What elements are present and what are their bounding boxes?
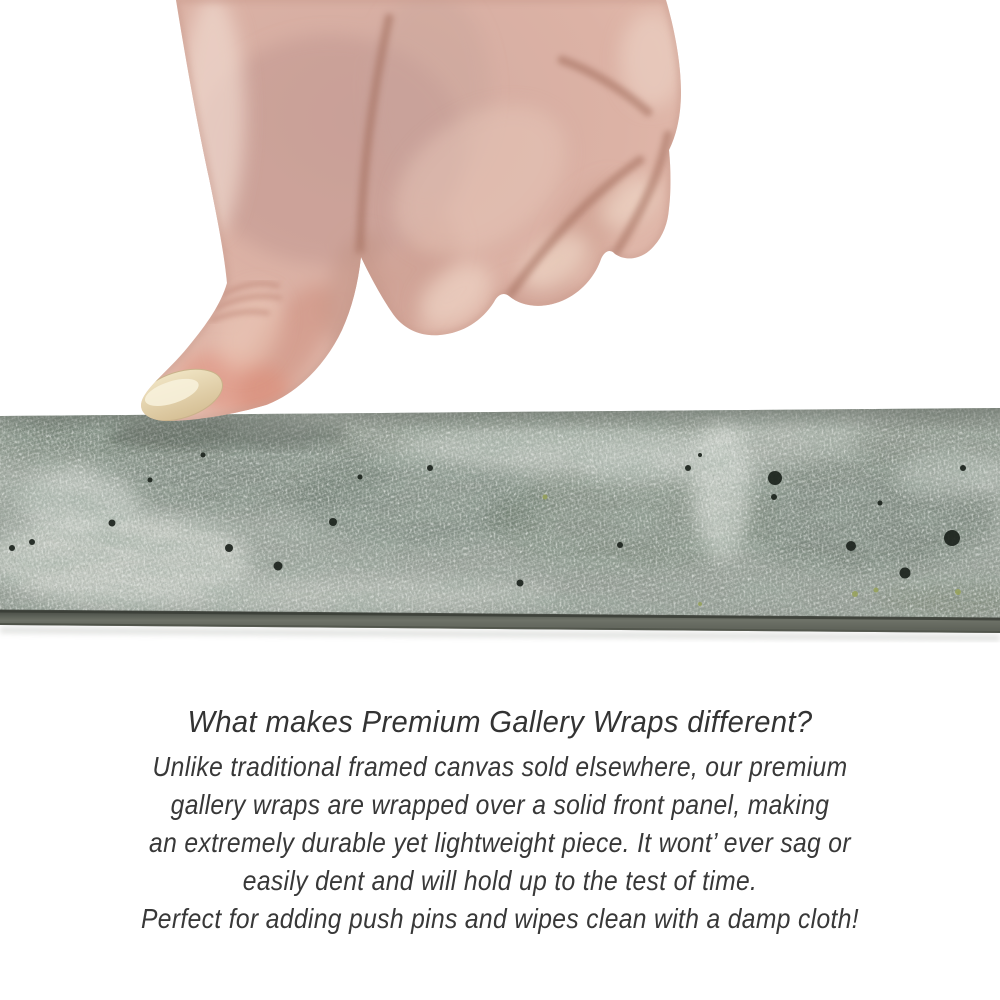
body-line-1: Unlike traditional framed canvas sold elsewhere, our premium [152, 751, 848, 782]
body-line-2: gallery wraps are wrapped over a solid front panel, making [170, 789, 830, 820]
body-line-3: an extremely durable yet lightweight piece. It wont’ ever sag or [149, 827, 851, 858]
body-line-5: Perfect for adding push pins and wipes clean with a damp cloth! [141, 903, 859, 934]
headline: What makes Premium Gallery Wraps different? [187, 704, 813, 739]
body-line-4: easily dent and will hold up to the test of time. [242, 865, 758, 896]
hand-thumb-press [131, 0, 684, 430]
info-text [0, 702, 1000, 938]
canvas-edge-strip [0, 400, 1000, 641]
